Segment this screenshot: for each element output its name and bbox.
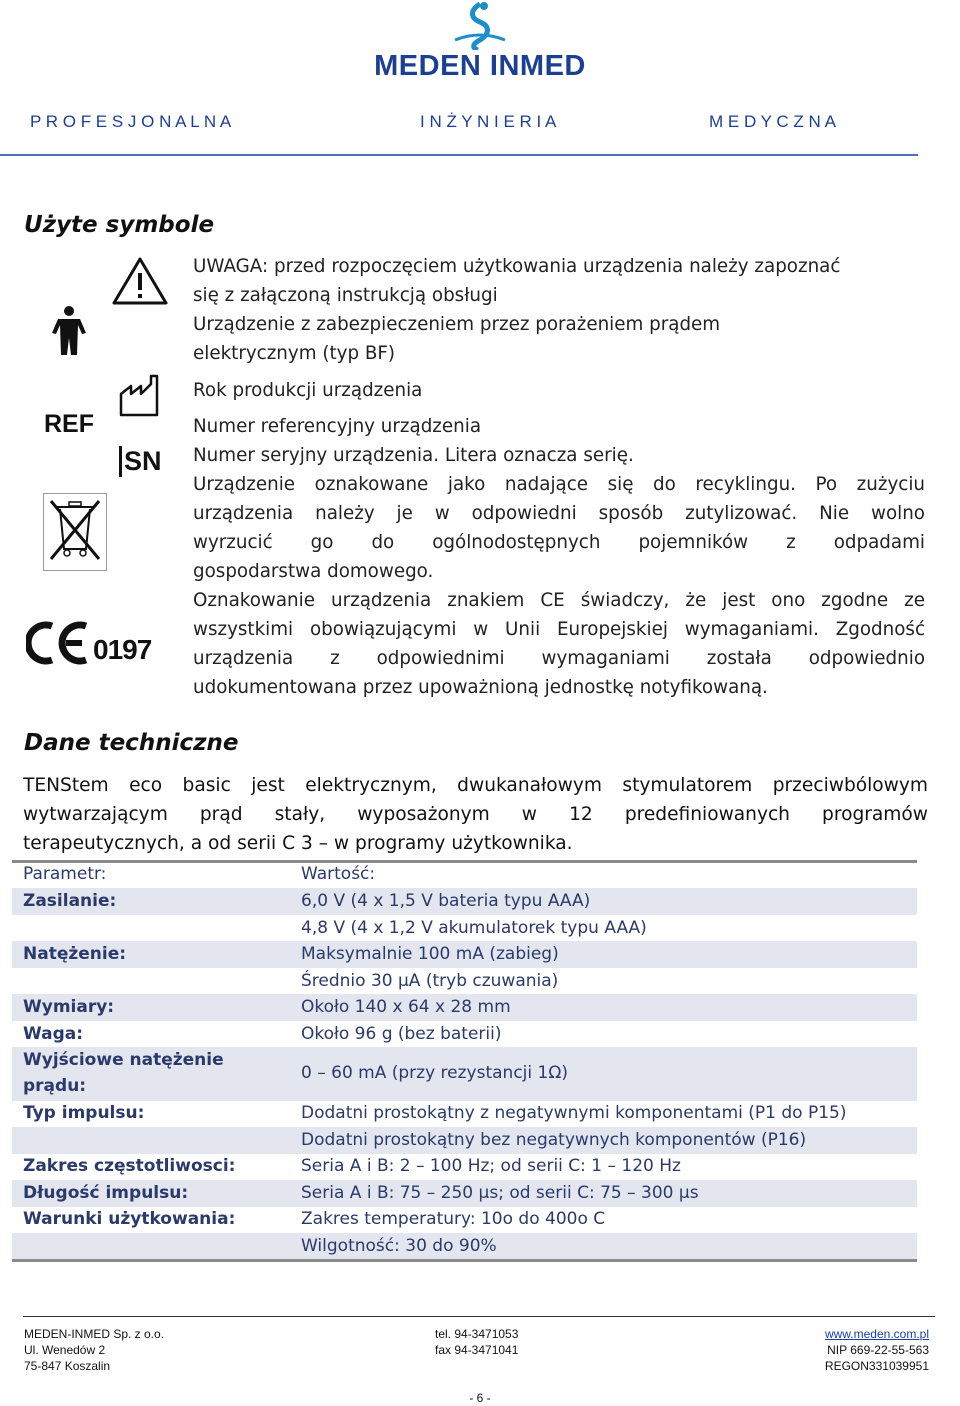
tech-heading: Dane techniczne — [24, 730, 239, 756]
table-row — [12, 915, 917, 942]
footer-ids — [780, 1326, 929, 1374]
symbols-heading: Użyte symbole — [24, 212, 215, 238]
header-divider — [0, 154, 918, 156]
tech-description — [23, 771, 928, 858]
table-row — [12, 968, 917, 995]
weee-line-2: urządzenia należy je w odpowiedni sposób zutylizować. Nie wolno — [193, 503, 925, 524]
company-logo — [0, 0, 960, 90]
row-label: Waga: — [23, 1024, 84, 1044]
footer-nip: NIP 669-22-55-563 — [827, 1343, 929, 1357]
table-row — [12, 1100, 917, 1127]
row-value: Dodatni prostokątny z negatywnymi komponentami (P1 do P15) — [301, 1103, 847, 1123]
warning-triangle-icon — [112, 256, 168, 306]
bf-line-1: Urządzenie z zabezpieczeniem przez porażeniem prądem — [193, 314, 721, 335]
table-row — [12, 1153, 917, 1180]
footer-divider — [23, 1316, 935, 1317]
header-param: Parametr: — [23, 864, 107, 884]
row-label: Długość impulsu: — [23, 1183, 189, 1203]
table-bottom-rule — [12, 1259, 917, 1262]
row-label: Wymiary: — [23, 997, 115, 1017]
sn-line: Numer seryjny urządzenia. Litera oznacza serię. — [193, 445, 634, 466]
row-label: Typ impulsu: — [23, 1103, 145, 1123]
year-line: Rok produkcji urządzenia — [193, 380, 423, 401]
table-row — [12, 994, 917, 1021]
weee-line-1: Urządzenie oznakowane jako nadające się do recyklingu. Po zużyciu — [193, 474, 925, 495]
tagline — [0, 112, 960, 136]
weee-line-3: wyrzucić go do ogólnodostępnych pojemników z odpadami — [193, 532, 925, 553]
tagline-word-3: M E D Y C Z N A — [709, 112, 836, 131]
ce-line-3: urządzenia z odpowiednimi wymaganiami została odpowiednio — [193, 648, 925, 669]
ce-line-1: Oznakowanie urządzenia znakiem CE świadczy, że jest ono zgodne ze — [193, 590, 925, 611]
desc-line-1: TENStem eco basic jest elektrycznym, dwukanałowym stymulatorem przeciwbólowym — [23, 775, 928, 796]
table-row — [12, 888, 917, 915]
tagline-word-2: I N Ż Y N I E R I A — [420, 112, 557, 131]
header-value: Wartość: — [301, 864, 376, 884]
row-value: 4,8 V (4 x 1,2 V akumulatorek typu AAA) — [301, 918, 647, 938]
row-label: Zakres częstotliwosci: — [23, 1156, 236, 1176]
footer-phones — [435, 1326, 518, 1358]
caduceus-icon — [0, 0, 960, 50]
row-label: Warunki użytkowania: — [23, 1209, 236, 1229]
footer-fax: fax 94-3471041 — [435, 1343, 519, 1357]
footer-address — [24, 1326, 164, 1374]
row-value: Dodatni prostokątny bez negatywnych komponentów (P16) — [301, 1130, 807, 1150]
footer-street: Ul. Wenedów 2 — [24, 1343, 106, 1357]
table-row — [12, 1047, 917, 1101]
footer-regon: REGON331039951 — [824, 1359, 929, 1373]
row-value: Około 140 x 64 x 28 mm — [301, 997, 511, 1017]
footer-website-link[interactable]: www.meden.com.pl — [824, 1327, 929, 1341]
ce-line-4: udokumentowana przez upoważnioną jednostkę notyfikowaną. — [193, 677, 768, 698]
manufacture-date-icon — [118, 374, 162, 418]
ref-line: Numer referencyjny urządzenia — [193, 416, 482, 437]
footer-company: MEDEN-INMED Sp. z o.o. — [24, 1327, 165, 1341]
row-value: Średnio 30 µA (tryb czuwania) — [301, 971, 559, 991]
table-header-row — [12, 861, 917, 888]
desc-line-3: terapeutycznych, a od serii C 3 – w programy użytkownika. — [23, 833, 573, 854]
row-label: prądu: — [23, 1076, 87, 1096]
table-row — [12, 1180, 917, 1207]
row-value: 6,0 V (4 x 1,5 V bateria typu AAA) — [301, 891, 591, 911]
bf-line-2: elektrycznym (typ BF) — [193, 343, 396, 364]
table-row — [12, 1021, 917, 1048]
tagline-word-1: P R O F E S J O N A L N A — [30, 112, 232, 131]
weee-line-4: gospodarstwa domowego. — [193, 561, 434, 582]
table-row — [12, 1233, 917, 1260]
ce-mark-icon — [26, 620, 92, 666]
sn-symbol: SN — [119, 446, 162, 477]
row-value: Zakres temperatury: 10o do 400o C — [301, 1209, 606, 1229]
warning-line-2: się z załączoną instrukcją obsługi — [193, 285, 498, 306]
warning-line-1: UWAGA: przed rozpoczęciem użytkowania urządzenia należy zapoznać — [193, 256, 841, 277]
desc-line-2: wytwarzającym prąd stały, wyposażonym w 12 predefiniowanych programów — [23, 804, 928, 825]
row-label: Zasilanie: — [23, 891, 117, 911]
type-bf-person-icon — [48, 305, 90, 357]
brand-name: MEDEN INMED — [374, 50, 586, 82]
row-label: Wyjściowe natężenie — [23, 1050, 224, 1070]
symbols-descriptions — [193, 252, 925, 702]
row-value: 0 – 60 mA (przy rezystancji 1Ω) — [301, 1063, 568, 1083]
row-label: Natężenie: — [23, 944, 127, 964]
row-value: Maksymalnie 100 mA (zabieg) — [301, 944, 559, 964]
row-value: Seria A i B: 75 – 250 µs; od serii C: 75 – 300 µs — [301, 1183, 699, 1203]
table-row — [12, 941, 917, 968]
row-value: Około 96 g (bez baterii) — [301, 1024, 502, 1044]
crossed-bin-icon — [43, 493, 107, 571]
row-value: Seria A i B: 2 – 100 Hz; od serii C: 1 – 120 Hz — [301, 1156, 681, 1176]
table-row — [12, 1206, 917, 1233]
footer-city: 75-847 Koszalin — [24, 1359, 111, 1373]
notified-body-number: 0197 — [93, 634, 152, 665]
table-row — [12, 1127, 917, 1154]
ref-symbol: REF — [44, 410, 94, 438]
footer-tel: tel. 94-3471053 — [435, 1327, 519, 1341]
ce-line-2: wszystkimi obowiązującymi w Unii Europejskiej wymaganiami. Zgodność — [193, 619, 925, 640]
page-number: - 6 - — [469, 1391, 491, 1405]
row-value: Wilgotność: 30 do 90% — [301, 1236, 497, 1256]
